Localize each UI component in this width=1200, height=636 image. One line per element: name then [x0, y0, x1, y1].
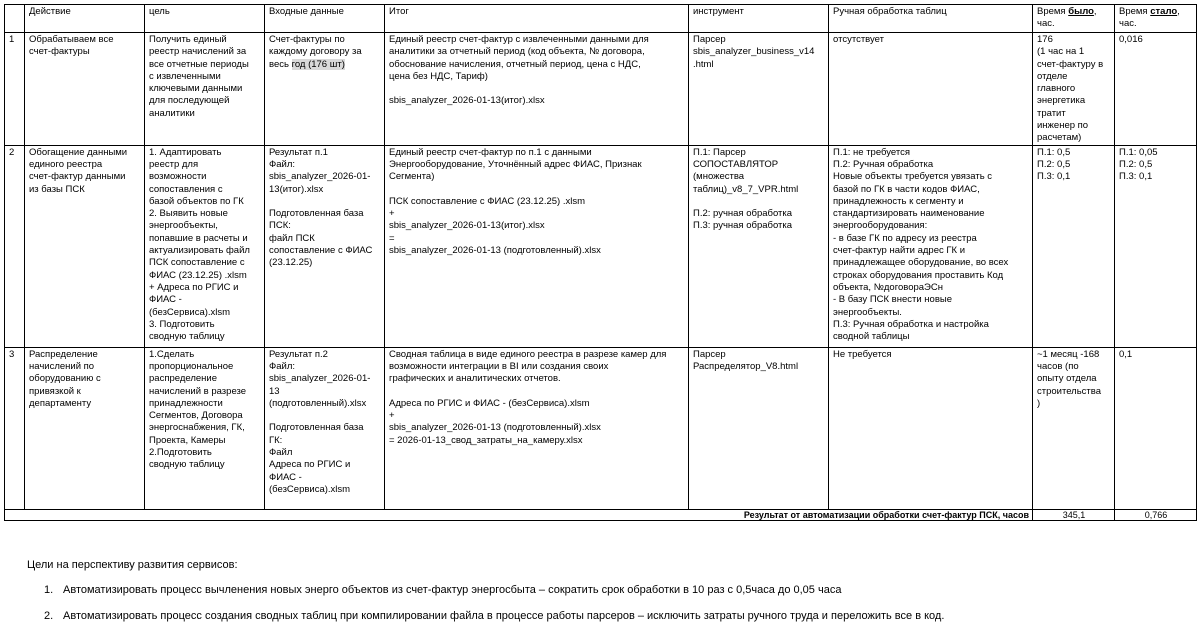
document — [4, 4, 1196, 521]
row-manual: отсутствует — [829, 33, 1033, 146]
row-result: Единый реестр счет-фактур с извлеченными данными для аналитики за отчетный период (код объекта, № договора, обоснование начисления, отчетный период, цена с НДС, цена без НДС, Тариф) sbis_analyzer_2026-01-13(итог).xlsx — [385, 33, 689, 146]
header-tool: инструмент — [689, 5, 829, 33]
table-row — [5, 33, 1197, 146]
header-time-after — [1115, 5, 1197, 33]
row-num: 2 — [5, 145, 25, 347]
goal-text: Автоматизировать процесс вычленения новых энерго объектов из счет-фактур энергосбыта – сократить срок обработки в 10 раз с 0,5часа до 0,05 часа — [63, 584, 842, 596]
row-input: Результат п.1 Файл: sbis_analyzer_2026-01- 13(итог).xlsx Подготовленная база ПСК: файл ПСК сопоставление с ФИАС (23.12.25) — [265, 145, 385, 347]
row-tool: Парсер Распределятор_V8.html — [689, 347, 829, 509]
goals-title: Цели на перспективу развития сервисов: — [27, 559, 238, 571]
goal-number: 1. — [44, 584, 54, 596]
header-time-before-emph: было — [1068, 6, 1094, 17]
header-num — [5, 5, 25, 33]
table-header-row — [5, 5, 1197, 33]
row-action: Обрабатываем все счет-фактуры — [25, 33, 145, 146]
row-goal: 1.Сделать пропорциональное распределение начислений в разрезе принадлежности Сегментов, Договора энергоснабжения, ГК, Проекта, Камеры 2.Подготовить сводную таблицу — [145, 347, 265, 509]
header-action: Действие — [25, 5, 145, 33]
row-input-highlight: год (176 шт) — [291, 58, 345, 70]
goal-number: 2. — [44, 610, 54, 622]
header-time-before-suffix: , час. — [1037, 6, 1097, 30]
row-goal: Получить единый реестр начислений за все отчетные периоды с извлеченными ключевыми данными для последующей аналитики — [145, 33, 265, 146]
total-label: Результат от автоматизации обработки счет-фактур ПСК, часов — [5, 509, 1033, 520]
row-manual: П.1: не требуется П.2: Ручная обработка Новые объекты требуется увязать с базой по ГК в части кодов ФИАС, принадлежность к сегменту и стандартизировать наименование энергооборудования: - в базе ГК по адресу из реестра счет-фактур найти адрес ГК и принадлежащее оборудование, во всех строках оборудования проставить Код объекта, №договораЭСн - В базу ПСК внести новые энергообъекты. П.3: Ручная обработка и настройка сводной таблицы — [829, 145, 1033, 347]
goal-text: Автоматизировать процесс создания сводных таблиц при компилировании файла в процессе работы парсеров – исключить затраты ручного труда и переложить все в код. — [63, 610, 945, 622]
row-num: 3 — [5, 347, 25, 509]
table-row — [5, 145, 1197, 347]
row-time-after: 0,016 — [1115, 33, 1197, 146]
automation-table — [4, 4, 1197, 521]
goals-section — [27, 558, 945, 622]
row-input — [265, 33, 385, 146]
row-tool: Парсер sbis_analyzer_business_v14 .html — [689, 33, 829, 146]
row-num: 1 — [5, 33, 25, 146]
row-result: Единый реестр счет-фактур по п.1 с данными Энергооборудование, Уточнённый адрес ФИАС, Признак Сегмента) ПСК сопоставление с ФИАС (23.12.25) .xlsm + sbis_analyzer_2026-01-13(итог).xlsx = sbis_analyzer_2026-01-13 (подготовленный).xlsx — [385, 145, 689, 347]
header-manual: Ручная обработка таблиц — [829, 5, 1033, 33]
header-result: Итог — [385, 5, 689, 33]
header-time-before-prefix: Время — [1037, 6, 1069, 17]
header-time-before — [1033, 5, 1115, 33]
total-before: 345,1 — [1033, 509, 1115, 520]
row-input-text: Счет-фактуры по каждому договору за весь — [269, 34, 362, 70]
row-input: Результат п.2 Файл: sbis_analyzer_2026-01- 13 (подготовленный).xlsx Подготовленная база ГК: Файл Адреса по РГИС и ФИАС - (безСервиса).xlsm — [265, 347, 385, 509]
row-time-before: 176 (1 час на 1 счет-фактуру в отделе главного энергетика тратит инженер по расчетам) — [1033, 33, 1115, 146]
row-tool: П.1: Парсер СОПОСТАВЛЯТОР (множества таблиц)_v8_7_VPR.html П.2: ручная обработка П.3: ручная обработка — [689, 145, 829, 347]
table-row — [5, 347, 1197, 509]
total-after: 0,766 — [1115, 509, 1197, 520]
row-result: Сводная таблица в виде единого реестра в разрезе камер для возможности интеграции в BI или создания своих графических и аналитических отчетов. Адреса по РГИС и ФИАС - (безСервиса).xlsm + sbis_analyzer_2026-01-13 (подготовленный).xlsx = 2026-01-13_свод_затраты_на_камеру.xlsx — [385, 347, 689, 509]
row-time-after: 0,1 — [1115, 347, 1197, 509]
header-time-after-prefix: Время — [1119, 6, 1151, 17]
row-goal: 1. Адаптировать реестр для возможности сопоставления с базой объектов по ГК 2. Выявить новые энергообъекты, попавшие в расчеты и актуализировать файл ПСК сопоставление с ФИАС (23.12.25) .xlsm + Адреса по РГИС и ФИАС - (безСервиса).xlsm 3. Подготовить сводную таблицу — [145, 145, 265, 347]
row-time-after: П.1: 0,05 П.2: 0,5 П.3: 0,1 — [1115, 145, 1197, 347]
row-time-before: ~1 месяц -168 часов (по опыту отдела строительства ) — [1033, 347, 1115, 509]
header-time-after-suffix: , час. — [1119, 6, 1180, 30]
row-manual: Не требуется — [829, 347, 1033, 509]
row-action: Обогащение данными единого реестра счет-фактур данными из базы ПСК — [25, 145, 145, 347]
row-time-before: П.1: 0,5 П.2: 0,5 П.3: 0,1 — [1033, 145, 1115, 347]
total-row — [5, 509, 1197, 520]
header-time-after-emph: стало — [1150, 6, 1178, 17]
header-input: Входные данные — [265, 5, 385, 33]
header-goal: цель — [145, 5, 265, 33]
row-action: Распределение начислений по оборудованию с привязкой к департаменту — [25, 347, 145, 509]
